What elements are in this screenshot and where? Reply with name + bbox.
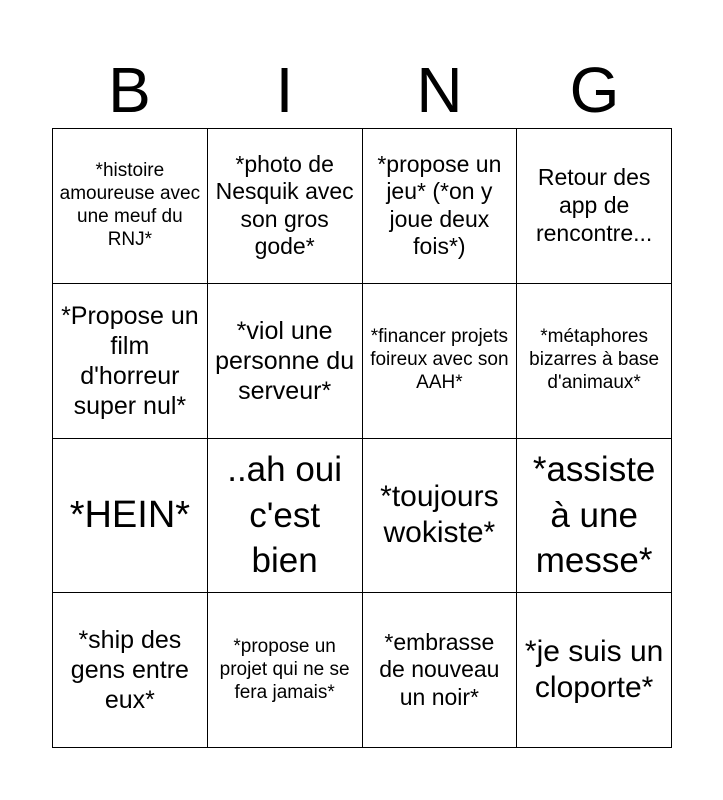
cell-text: *propose un jeu* (*on y joue deux fois*) [377, 150, 502, 260]
cell-text: *assiste à une messe* [532, 450, 656, 581]
cell-text: *photo de Nesquik avec son gros gode* [215, 150, 354, 260]
cell-text: *histoire amoureuse avec une meuf du RNJ* [59, 160, 201, 250]
cell-text: *propose un projet qui ne se fera jamais* [219, 635, 350, 703]
cell-text: ..ah oui c'est bien [227, 450, 343, 581]
bingo-cell-2[interactable] [208, 129, 363, 284]
cell-text: *HEIN* [69, 493, 191, 536]
bingo-cell-13[interactable] [53, 593, 208, 748]
bingo-cell-8[interactable] [517, 284, 672, 439]
header-letter-b: B [108, 54, 151, 126]
bingo-header [52, 52, 672, 128]
cell-text: *métaphores bizarres à base d'animaux* [529, 326, 660, 394]
bingo-board [52, 128, 672, 748]
bingo-cell-16[interactable] [517, 593, 672, 748]
cell-text: *ship des gens entre eux* [70, 626, 189, 715]
bingo-cell-10[interactable] [208, 439, 363, 594]
cell-text: *Propose un film d'horreur super nul* [61, 301, 199, 420]
cell-text: *je suis un cloporte* [524, 635, 664, 705]
cell-text: *toujours wokiste* [380, 480, 499, 550]
bingo-cell-5[interactable] [53, 284, 208, 439]
header-letter-i: I [275, 54, 294, 126]
cell-text: *embrasse de nouveau un noir* [379, 628, 500, 710]
cell-text: *viol une personne du serveur* [215, 316, 355, 405]
bingo-cell-9[interactable] [53, 439, 208, 594]
bingo-cell-11[interactable] [363, 439, 518, 594]
cell-text: Retour des app de rencontre... [535, 164, 653, 246]
bingo-cell-1[interactable] [53, 129, 208, 284]
bingo-cell-15[interactable] [363, 593, 518, 748]
bingo-cell-4[interactable] [517, 129, 672, 284]
bingo-cell-14[interactable] [208, 593, 363, 748]
header-letter-g: G [569, 54, 620, 126]
bingo-cell-12[interactable] [517, 439, 672, 594]
bingo-cell-3[interactable] [363, 129, 518, 284]
bingo-cell-6[interactable] [208, 284, 363, 439]
header-letter-n: N [416, 54, 463, 126]
cell-text: *financer projets foireux avec son AAH* [370, 326, 509, 394]
bingo-cell-7[interactable] [363, 284, 518, 439]
